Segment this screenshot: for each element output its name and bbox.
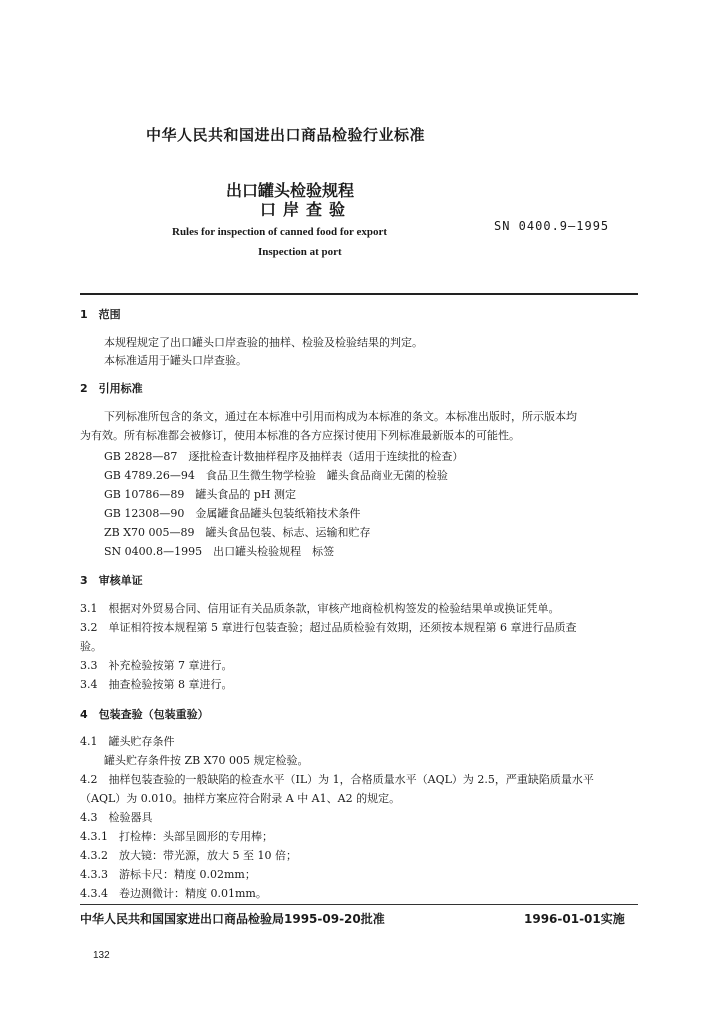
implementation-date: 1996-01-01实施 xyxy=(524,912,625,926)
reference-item: ZB X70 005—89 罐头食品包装、标志、运输和贮存 xyxy=(104,526,371,539)
clause-3-2-line-2: 验。 xyxy=(80,640,102,653)
clause-4-2-line-2: （AQL）为 0.010。抽样方案应符合附录 A 中 A1、A2 的规定。 xyxy=(80,792,401,805)
clause-4-2-line-1: 4.2 抽样包装查验的一般缺陷的检查水平（IL）为 1，合格质量水平（AQL）为 2.5，严重缺陷质量水平 xyxy=(80,773,594,786)
clause-4-3-4: 4.3.4 卷边测微计：精度 0.01mm。 xyxy=(80,887,267,900)
section-1-para-1: 本规程规定了出口罐头口岸查验的抽样、检验及检验结果的判定。 xyxy=(104,336,423,349)
reference-item: GB 4789.26—94 食品卫生微生物学检验 罐头食品商业无菌的检验 xyxy=(104,469,448,482)
approval-note: 中华人民共和国国家进出口商品检验局1995-09-20批准 xyxy=(80,912,385,926)
clause-3-2-line-1: 3.2 单证相符按本规程第 5 章进行包装查验；超过品质检验有效期，还须按本规程第 6 章进行品质查 xyxy=(80,621,577,634)
reference-item: SN 0400.8—1995 出口罐头检验规程 标签 xyxy=(104,545,335,558)
clause-4-1-para: 罐头贮存条件按 ZB X70 005 规定检验。 xyxy=(104,754,309,767)
clause-4-3-1: 4.3.1 打检棒：头部呈圆形的专用棒； xyxy=(80,830,273,843)
document-subtitle: 口岸查验 xyxy=(260,200,353,219)
section-1-para-2: 本标准适用于罐头口岸查验。 xyxy=(104,354,247,367)
section-3-title: 3 审核单证 xyxy=(80,574,143,587)
section-1-title: 1 范围 xyxy=(80,308,121,321)
footer-divider xyxy=(80,904,638,905)
section-2-para-line-2: 为有效。所有标准都会被修订，使用本标准的各方应探讨使用下列标准最新版本的可能性。 xyxy=(80,429,520,442)
english-subtitle: Inspection at port xyxy=(258,246,342,258)
reference-item: GB 2828—87 逐批检查计数抽样程序及抽样表（适用于连续批的检查） xyxy=(104,450,464,463)
clause-4-3-3: 4.3.3 游标卡尺：精度 0.02mm； xyxy=(80,868,256,881)
clause-3-4: 3.4 抽查检验按第 8 章进行。 xyxy=(80,678,233,691)
reference-item: GB 12308—90 金属罐食品罐头包装纸箱技术条件 xyxy=(104,507,361,520)
header-divider xyxy=(80,293,638,295)
clause-3-3: 3.3 补充检验按第 7 章进行。 xyxy=(80,659,233,672)
clause-3-1: 3.1 根据对外贸易合同、信用证有关品质条款，审核产地商检机构签发的检验结果单或换证凭单。 xyxy=(80,602,560,615)
document-title: 出口罐头检验规程 xyxy=(226,181,355,200)
clause-4-3-2: 4.3.2 放大镜：带光源，放大 5 至 10 倍； xyxy=(80,849,297,862)
standard-org-header: 中华人民共和国进出口商品检验行业标准 xyxy=(146,126,426,144)
reference-item: GB 10786—89 罐头食品的 pH 测定 xyxy=(104,488,296,501)
page-number: 132 xyxy=(93,950,110,961)
clause-4-3: 4.3 检验器具 xyxy=(80,811,153,824)
english-title: Rules for inspection of canned food for export xyxy=(172,226,388,238)
standard-code: SN 0400.9—1995 xyxy=(494,219,610,233)
section-2-para-line-1: 下列标准所包含的条文，通过在本标准中引用而构成为本标准的条文。本标准出版时，所示版本均 xyxy=(104,410,577,423)
section-4-title: 4 包装查验（包装重验） xyxy=(80,708,209,721)
section-2-title: 2 引用标准 xyxy=(80,382,143,395)
clause-4-1: 4.1 罐头贮存条件 xyxy=(80,735,175,748)
